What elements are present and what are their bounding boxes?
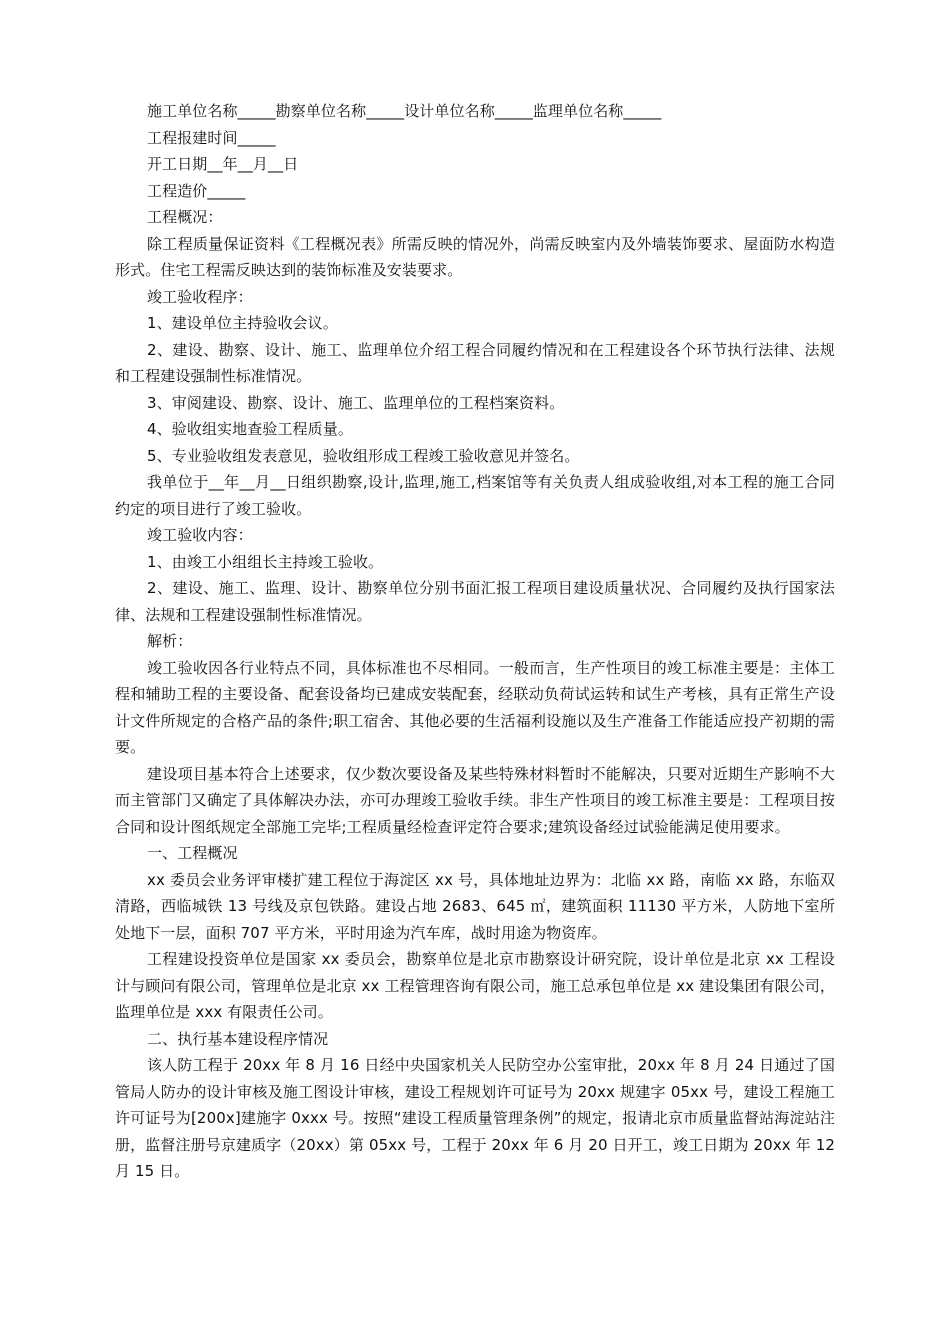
unit-names-line: 施工单位名称_____勘察单位名称_____设计单位名称_____监理单位名称_____ — [147, 102, 662, 120]
procedure-item-3: 3、审阅建设、勘察、设计、施工、监理单位的工程档案资料。 — [147, 393, 565, 412]
document-body — [115, 98, 840, 1185]
procedure-item-4: 4、验收组实地查验工程质量。 — [147, 420, 353, 438]
procedure-item-2: 2、建设、勘察、设计、施工、监理单位介绍工程合同履约情况和在工程建设各个环节执行法律、法规和工程建设强制性标准情况。 — [115, 340, 835, 385]
section-2-paragraph-1: 该人防工程于 20xx 年 8 月 16 日经中央国家机关人民防空办公室审批，20xx 年 8 月 24 日通过了国管局人防办的设计审核及施工图设计审核，建设工程规划许可证号为 20xx 规建字 05xx 号，建设工程施工许可证号为[200x]建施字 0xxx 号。按照“建设工程质量管理条例”的规定，报请北京市质量监督站海淀站注册，监督注册号京建质字（20xx）第 05xx 号，工程于 20xx 年 6 月 20 日开工，竣工日期为 20xx 年 12 月 15 日。 — [115, 1056, 840, 1180]
registration-time-line: 工程报建时间_____ — [147, 128, 276, 147]
section-1-paragraph-2: 工程建设投资单位是国家 xx 委员会，勘察单位是北京市勘察设计研究院，设计单位是北京 xx 工程设计与顾问有限公司，管理单位是北京 xx 工程管理咨询有限公司，施工总承包单位是 xx 建设集团有限公司，监理单位是 xxx 有限责任公司。 — [115, 950, 835, 1021]
acceptance-statement: 我单位于__年__月__日组织勘察,设计,监理,施工,档案馆等有关负责人组成验收组,对本工程的施工合同约定的项目进行了竣工验收。 — [115, 473, 835, 518]
content-item-2: 2、建设、施工、监理、设计、勘察单位分别书面汇报工程项目建设质量状况、合同履约及执行国家法律、法规和工程建设强制性标准情况。 — [115, 579, 835, 624]
section-2-heading: 二、执行基本建设程序情况 — [147, 1029, 329, 1048]
procedure-heading: 竣工验收程序： — [147, 287, 253, 306]
section-1-paragraph-1: xx 委员会业务评审楼扩建工程位于海淀区 xx 号，具体地址边界为：北临 xx 路，南临 xx 路，东临双清路，西临城铁 13 号线及京包铁路。建设占地 2683、645 ㎡，建筑面积 11130 平方米，人防地下室所处地下一层，面积 707 平方米，平时用途为汽车库，战时用途为物资库。 — [115, 870, 835, 942]
procedure-item-1: 1、建设单位主持验收会议。 — [147, 314, 338, 332]
content-heading: 竣工验收内容： — [147, 526, 253, 544]
overview-paragraph: 除工程质量保证资料《工程概况表》所需反映的情况外，尚需反映室内及外墙装饰要求、屋面防水构造形式。住宅工程需反映达到的装饰标准及安装要求。 — [115, 234, 835, 279]
overview-heading: 工程概况： — [147, 208, 223, 226]
project-cost-line: 工程造价_____ — [147, 181, 246, 200]
section-1-heading: 一、工程概况 — [147, 844, 238, 862]
analysis-paragraph-1: 竣工验收因各行业特点不同，具体标准也不尽相同。一般而言，生产性项目的竣工标准主要是：主体工程和辅助工程的主要设备、配套设备均已建成安装配套，经联动负荷试运转和试生产考核，具有正常生产设计文件所规定的合格产品的条件;职工宿舍、其他必要的生活福利设施以及生产准备工作能适应投产初期的需要。 — [115, 658, 835, 756]
procedure-item-5: 5、专业验收组发表意见，验收组形成工程竣工验收意见并签名。 — [147, 446, 580, 465]
analysis-heading: 解析： — [147, 632, 193, 650]
start-date-line: 开工日期__年__月__日 — [147, 155, 299, 173]
content-item-1: 1、由竣工小组组长主持竣工验收。 — [147, 552, 384, 571]
analysis-paragraph-2: 建设项目基本符合上述要求，仅少数次要设备及某些特殊材料暂时不能解决，只要对近期生产影响不大而主管部门又确定了具体解决办法，亦可办理竣工验收手续。非生产性项目的竣工标准主要是：工程项目按合同和设计图纸规定全部施工完毕;工程质量经检查评定符合要求;建筑设备经过试验能满足使用要求。 — [115, 764, 835, 836]
